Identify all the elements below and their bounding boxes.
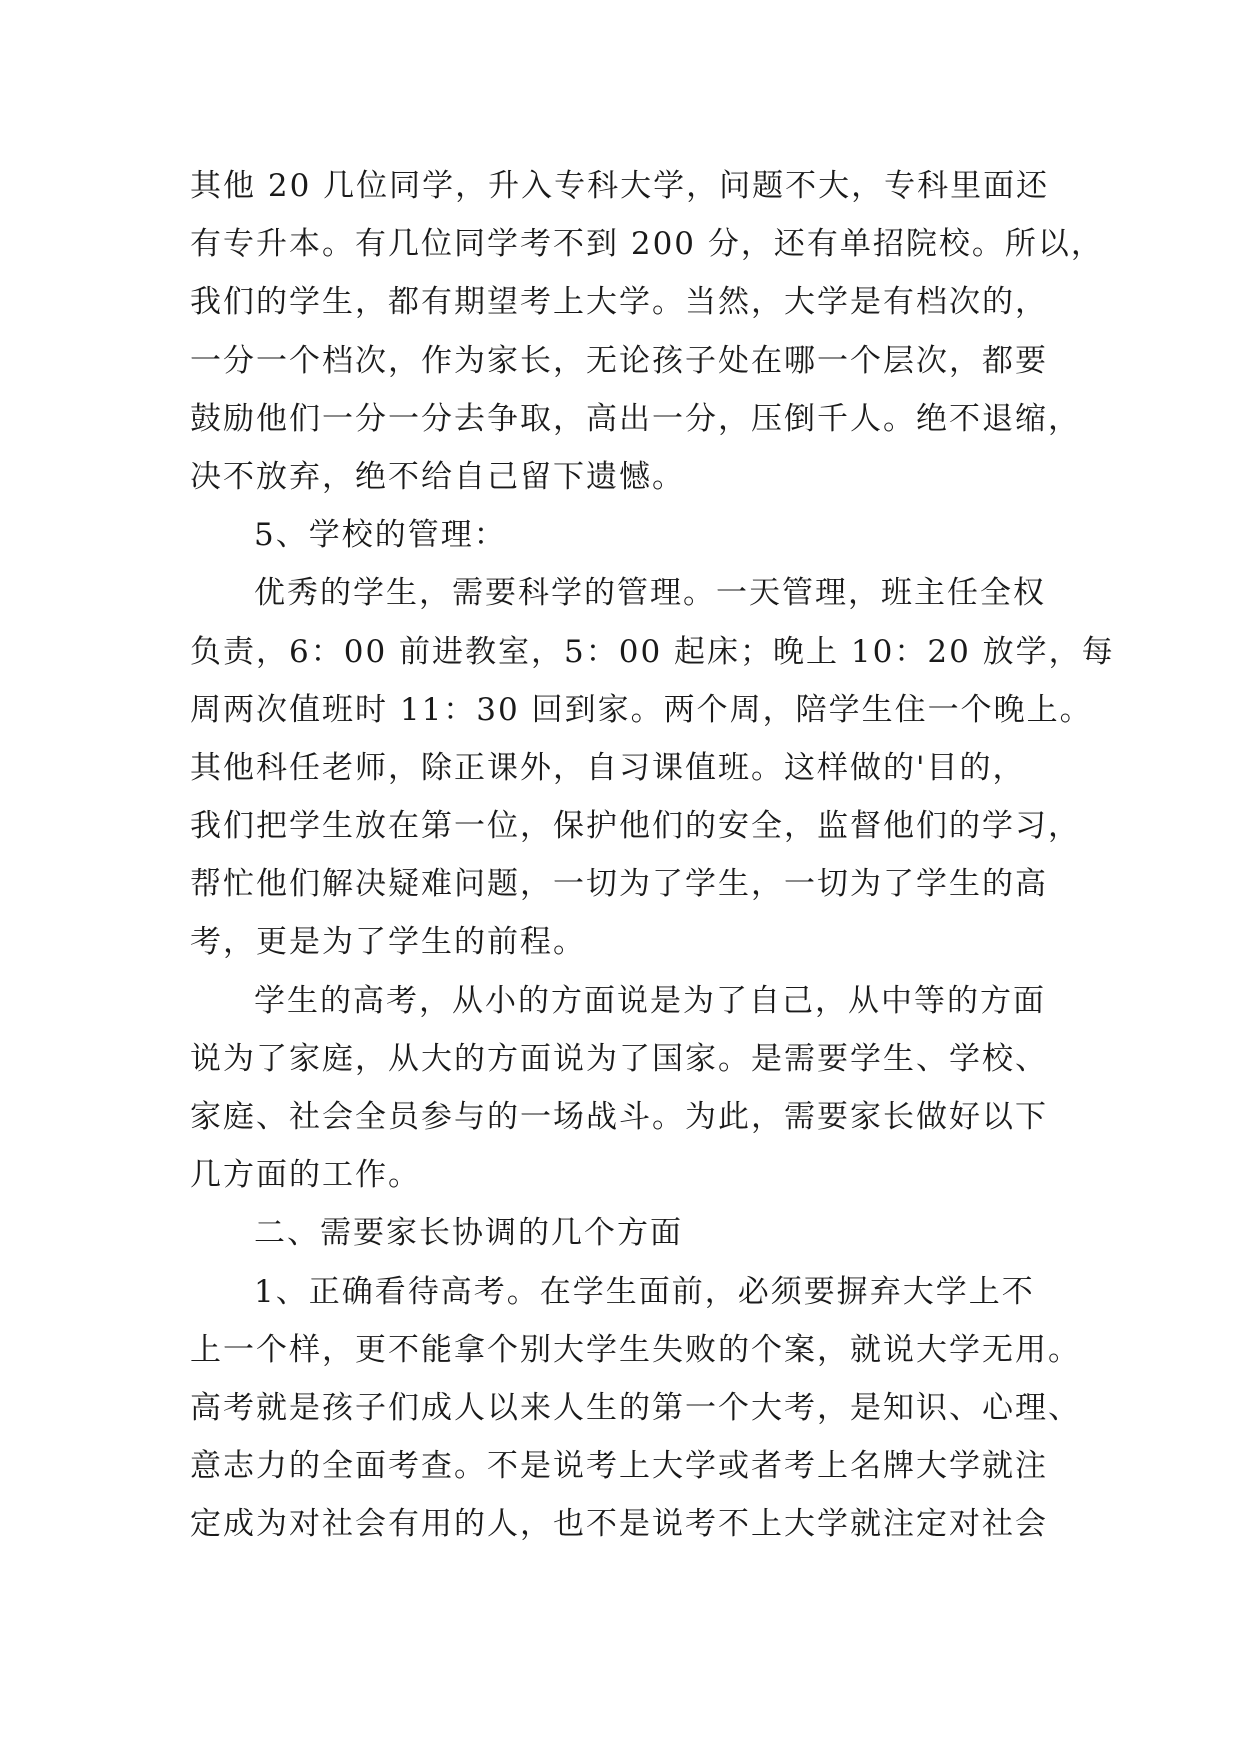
text-line: 一分一个档次，作为家长，无论孩子处在哪一个层次，都要 [190,342,1048,379]
text-line: 学生的高考，从小的方面说是为了自己，从中等的方面 [254,982,1046,1019]
text-line: 其他科任老师，除正课外，自习课值班。这样做的'目的， [190,749,1026,786]
text-line: 帮忙他们解决疑难问题，一切为了学生，一切为了学生的高 [190,866,1048,903]
text-line: 周两次值班时 11：30 回到家。两个周，陪学生住一个晚上。 [190,691,1093,728]
text-line: 负责，6：00 前进教室，5：00 起床；晚上 10：20 放学，每 [190,633,1115,670]
document-body [190,157,1115,1554]
text-line: 有专升本。有几位同学考不到 200 分，还有单招院校。所以， [190,226,1104,263]
text-line: 考，更是为了学生的前程。 [190,924,586,961]
text-line: 优秀的学生，需要科学的管理。一天管理，班主任全权 [254,575,1046,612]
text-line: 几方面的工作。 [190,1157,421,1194]
text-line: 定成为对社会有用的人，也不是说考不上大学就注定对社会 [190,1506,1048,1543]
text-line: 其他 20 几位同学，升入专科大学，问题不大，专科里面还 [190,168,1050,204]
text-line: 高考就是孩子们成人以来人生的第一个大考，是知识、心理、 [190,1389,1081,1426]
text-line: 说为了家庭，从大的方面说为了国家。是需要学生、学校、 [190,1040,1048,1077]
text-line: 家庭、社会全员参与的一场战斗。为此，需要家长做好以下 [190,1099,1048,1135]
text-line: 决不放弃，绝不给自己留下遗憾。 [190,458,685,495]
text-line: 上一个样，更不能拿个别大学生失败的个案，就说大学无用。 [190,1331,1081,1368]
text-line: 我们把学生放在第一位，保护他们的安全，监督他们的学习， [190,808,1081,845]
section-heading: 5、学校的管理： [254,517,507,554]
text-line: 1、正确看待高考。在学生面前，必须要摒弃大学上不 [254,1273,1035,1310]
text-line: 鼓励他们一分一分去争取，高出一分，压倒千人。绝不退缩， [190,400,1081,437]
text-line: 我们的学生，都有期望考上大学。当然，大学是有档次的， [190,284,1048,321]
section-heading: 二、需要家长协调的几个方面 [254,1215,683,1252]
text-line: 意志力的全面考查。不是说考上大学或者考上名牌大学就注 [190,1448,1048,1485]
